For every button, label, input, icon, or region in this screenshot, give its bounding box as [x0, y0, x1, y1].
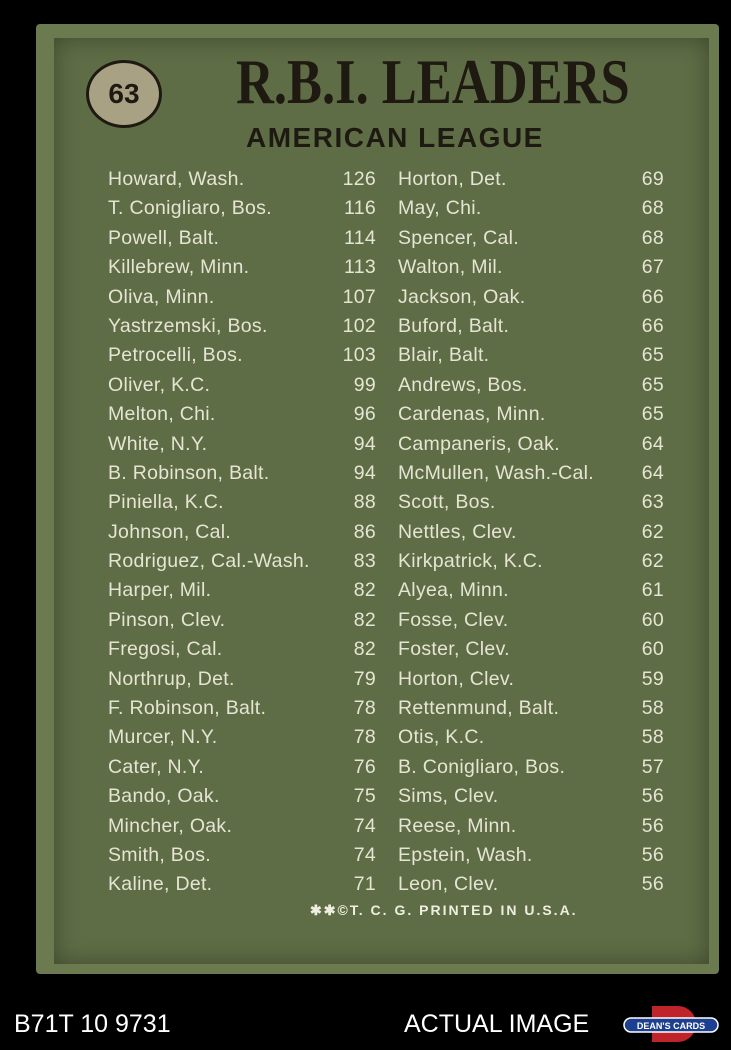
rbi-value: 57 [641, 755, 664, 778]
rbi-value: 75 [353, 785, 376, 808]
rbi-value: 116 [344, 197, 376, 220]
rbi-value: 94 [353, 432, 376, 455]
leader-row [108, 813, 376, 842]
leader-row [108, 607, 376, 636]
player-name: Northrup, Det. [108, 667, 235, 690]
player-name: Buford, Balt. [398, 314, 510, 337]
leader-row [398, 166, 664, 195]
leader-row [108, 783, 376, 812]
leader-row [108, 754, 376, 783]
rbi-value: 88 [353, 491, 376, 514]
leader-row [108, 431, 376, 460]
player-name: Pinson, Clev. [108, 608, 226, 631]
player-name: Kirkpatrick, K.C. [398, 550, 543, 573]
player-name: B. Conigliaro, Bos. [398, 755, 566, 778]
rbi-value: 68 [641, 197, 664, 220]
player-name: May, Chi. [398, 197, 482, 220]
player-name: Petrocelli, Bos. [108, 344, 243, 367]
leader-row [398, 548, 664, 577]
player-name: Andrews, Bos. [398, 373, 528, 396]
rbi-value: 65 [641, 373, 664, 396]
copyright-footer: ✱✱©T. C. G. PRINTED IN U.S.A. [310, 902, 578, 918]
rbi-value: 74 [353, 814, 376, 837]
rbi-value: 64 [641, 461, 664, 484]
player-name: Howard, Wash. [108, 168, 245, 190]
leader-row [398, 842, 664, 871]
leader-row [108, 401, 376, 430]
rbi-value: 79 [353, 667, 376, 690]
player-name: Kaline, Det. [108, 873, 213, 896]
rbi-value: 102 [342, 314, 376, 337]
player-name: Horton, Det. [398, 168, 507, 190]
player-name: Sims, Clev. [398, 785, 499, 808]
player-name: Murcer, N.Y. [108, 726, 218, 749]
leader-row [108, 636, 376, 665]
leader-row [398, 254, 664, 283]
deans-cards-logo[interactable] [622, 1004, 720, 1044]
rbi-value: 61 [641, 579, 664, 602]
leader-row [108, 489, 376, 518]
player-name: Cater, N.Y. [108, 755, 205, 778]
leader-row [398, 666, 664, 695]
leaders-right-column [398, 166, 664, 901]
player-name: Otis, K.C. [398, 726, 485, 749]
player-name: Melton, Chi. [108, 403, 216, 426]
rbi-value: 62 [641, 550, 664, 573]
player-name: Cardenas, Minn. [398, 403, 546, 426]
rbi-value: 56 [641, 873, 664, 896]
player-name: Killebrew, Minn. [108, 256, 250, 279]
player-name: Jackson, Oak. [398, 285, 526, 308]
player-name: Yastrzemski, Bos. [108, 314, 268, 337]
player-name: Reese, Minn. [398, 814, 517, 837]
rbi-value: 74 [353, 843, 376, 866]
leader-row [398, 783, 664, 812]
player-name: Bando, Oak. [108, 785, 220, 808]
player-name: Blair, Balt. [398, 344, 490, 367]
leader-row [108, 166, 376, 195]
rbi-value: 76 [353, 755, 376, 778]
rbi-value: 65 [641, 403, 664, 426]
rbi-value: 62 [641, 520, 664, 543]
rbi-value: 66 [641, 285, 664, 308]
rbi-value: 66 [641, 314, 664, 337]
logo-text: DEAN'S CARDS [636, 1021, 706, 1031]
rbi-value: 103 [342, 344, 376, 367]
player-name: Harper, Mil. [108, 579, 212, 602]
leader-row [108, 519, 376, 548]
leader-row [108, 372, 376, 401]
player-name: Horton, Clev. [398, 667, 515, 690]
card-title: R.B.I. LEADERS [236, 46, 630, 117]
player-name: Spencer, Cal. [398, 226, 519, 249]
rbi-value: 94 [353, 461, 376, 484]
player-name: McMullen, Wash.-Cal. [398, 461, 594, 484]
leader-row [398, 607, 664, 636]
leader-row [398, 754, 664, 783]
leader-row [398, 489, 664, 518]
leader-row [398, 519, 664, 548]
rbi-value: 96 [353, 403, 376, 426]
item-code: B71T 10 9731 [14, 1010, 171, 1038]
rbi-value: 68 [641, 226, 664, 249]
rbi-value: 67 [641, 256, 664, 279]
leader-row [108, 695, 376, 724]
leader-row [108, 284, 376, 313]
rbi-value: 78 [353, 726, 376, 749]
rbi-value: 82 [353, 608, 376, 631]
rbi-value: 60 [641, 608, 664, 631]
player-name: Nettles, Clev. [398, 520, 517, 543]
rbi-value: 82 [353, 579, 376, 602]
rbi-value: 58 [641, 697, 664, 720]
leader-row [398, 695, 664, 724]
leader-row [398, 460, 664, 489]
rbi-value: 86 [353, 520, 376, 543]
rbi-value: 56 [641, 814, 664, 837]
leader-row [398, 813, 664, 842]
leader-row [108, 724, 376, 753]
player-name: Rodriguez, Cal.-Wash. [108, 550, 310, 573]
leader-row [398, 342, 664, 371]
rbi-value: 83 [353, 550, 376, 573]
rbi-value: 113 [344, 256, 376, 279]
player-name: White, N.Y. [108, 432, 208, 455]
leader-row [398, 636, 664, 665]
player-name: Oliva, Minn. [108, 285, 215, 308]
leader-row [398, 372, 664, 401]
leader-row [398, 577, 664, 606]
player-name: Rettenmund, Balt. [398, 697, 560, 720]
leader-row [398, 284, 664, 313]
rbi-value: 65 [641, 344, 664, 367]
player-name: Walton, Mil. [398, 256, 503, 279]
player-name: Leon, Clev. [398, 873, 499, 896]
player-name: Mincher, Oak. [108, 814, 233, 837]
rbi-value: 114 [344, 226, 376, 249]
rbi-value: 63 [641, 491, 664, 514]
rbi-value: 126 [342, 168, 376, 190]
rbi-value: 56 [641, 843, 664, 866]
leader-row [108, 254, 376, 283]
leader-row [398, 724, 664, 753]
card-number-badge [86, 60, 162, 128]
player-name: Epstein, Wash. [398, 843, 533, 866]
leader-row [108, 225, 376, 254]
leader-row [398, 195, 664, 224]
rbi-value: 58 [641, 726, 664, 749]
rbi-value: 59 [641, 667, 664, 690]
leader-row [108, 871, 376, 900]
rbi-value: 82 [353, 638, 376, 661]
player-name: Foster, Clev. [398, 638, 510, 661]
leader-row [108, 548, 376, 577]
player-name: Alyea, Minn. [398, 579, 509, 602]
player-name: Scott, Bos. [398, 491, 496, 514]
leader-row [108, 342, 376, 371]
leaders-left-column [108, 166, 376, 901]
player-name: Smith, Bos. [108, 843, 211, 866]
leader-row [398, 431, 664, 460]
leader-row [108, 577, 376, 606]
player-name: T. Conigliaro, Bos. [108, 197, 272, 220]
leader-row [108, 842, 376, 871]
leader-row [108, 460, 376, 489]
player-name: Fosse, Clev. [398, 608, 509, 631]
player-name: Piniella, K.C. [108, 491, 224, 514]
leader-row [398, 401, 664, 430]
rbi-value: 78 [353, 697, 376, 720]
rbi-value: 60 [641, 638, 664, 661]
player-name: Powell, Balt. [108, 226, 220, 249]
leader-row [398, 313, 664, 342]
actual-image-label: ACTUAL IMAGE [404, 1010, 590, 1038]
leader-row [108, 666, 376, 695]
leader-row [398, 871, 664, 900]
rbi-value: 99 [353, 373, 376, 396]
card-subtitle: AMERICAN LEAGUE [246, 122, 544, 153]
leader-row [398, 225, 664, 254]
player-name: Johnson, Cal. [108, 520, 232, 543]
card-number: 63 [108, 78, 140, 109]
player-name: Oliver, K.C. [108, 373, 211, 396]
player-name: B. Robinson, Balt. [108, 461, 270, 484]
rbi-value: 71 [353, 873, 376, 896]
player-name: F. Robinson, Balt. [108, 697, 267, 720]
leader-row [108, 313, 376, 342]
player-name: Fregosi, Cal. [108, 638, 223, 661]
rbi-value: 56 [641, 785, 664, 808]
rbi-value: 69 [641, 168, 664, 190]
rbi-value: 64 [641, 432, 664, 455]
rbi-value: 107 [342, 285, 376, 308]
leader-row [108, 195, 376, 224]
player-name: Campaneris, Oak. [398, 432, 560, 455]
